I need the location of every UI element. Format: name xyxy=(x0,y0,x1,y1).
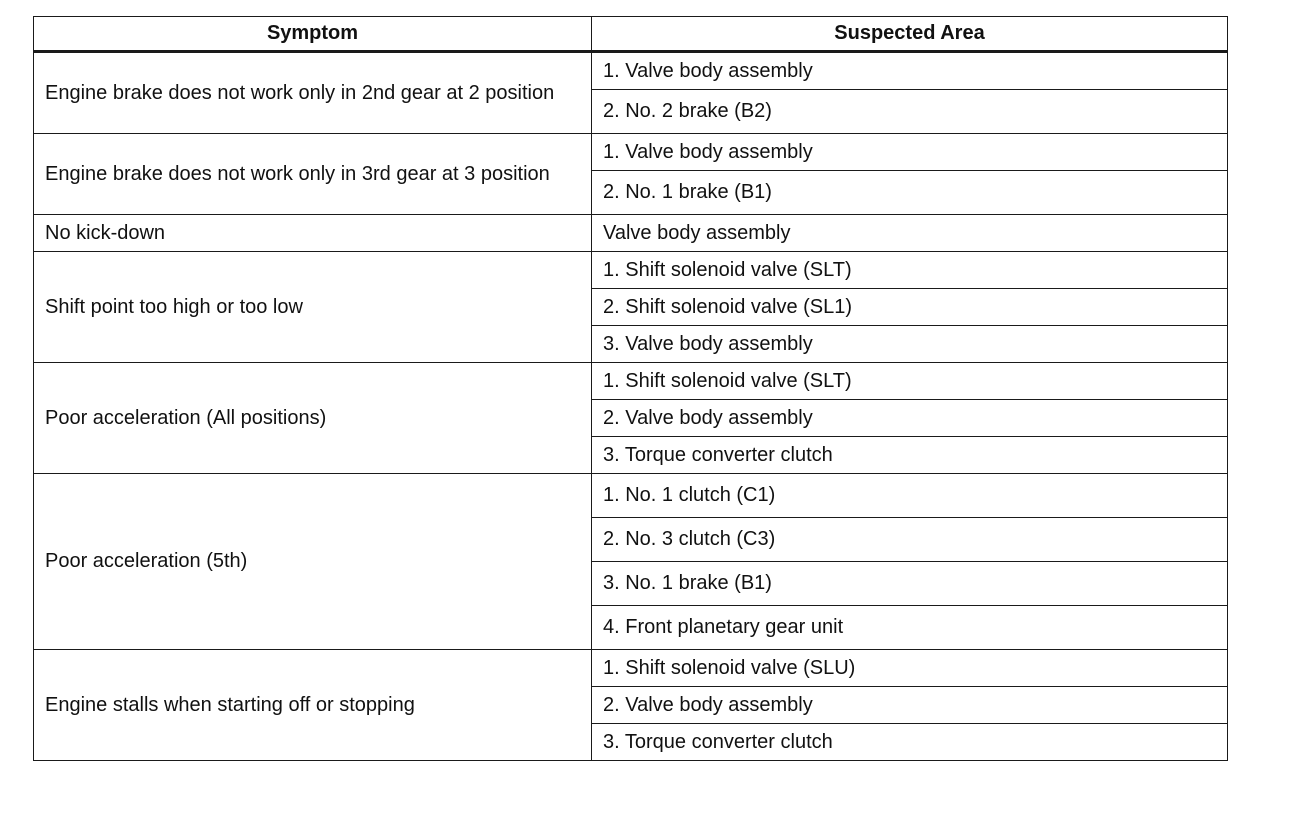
symptom-cell xyxy=(34,363,592,474)
suspected-area-text: 2. No. 3 clutch (C3) xyxy=(603,528,776,550)
suspected-area-cell xyxy=(592,518,1228,562)
header-symptom: Symptom xyxy=(34,17,592,52)
suspected-area-cell xyxy=(592,606,1228,650)
table-row xyxy=(34,215,1228,252)
suspected-area-text: 2. No. 1 brake (B1) xyxy=(603,181,772,203)
suspected-area-text: 1. Valve body assembly xyxy=(603,140,813,163)
symptom-text: Engine brake does not work only in 2nd gear at 2 position xyxy=(45,81,555,104)
suspected-area-text: 3. No. 1 brake (B1) xyxy=(603,572,772,594)
suspected-area-cell xyxy=(592,326,1228,363)
symptom-text: Shift point too high or too low xyxy=(45,295,303,318)
symptom-text: Engine stalls when starting off or stopping xyxy=(45,693,415,716)
suspected-area-text: 3. Valve body assembly xyxy=(603,332,813,355)
diagnostic-table xyxy=(33,16,1228,761)
suspected-area-cell xyxy=(592,437,1228,474)
symptom-text: Poor acceleration (All positions) xyxy=(45,406,327,429)
table-row xyxy=(34,52,1228,90)
suspected-area-cell xyxy=(592,134,1228,171)
suspected-area-cell xyxy=(592,289,1228,326)
suspected-area-text: Valve body assembly xyxy=(603,221,791,244)
header-suspected-area: Suspected Area xyxy=(592,17,1228,52)
symptom-cell xyxy=(34,650,592,761)
suspected-area-text: 2. No. 2 brake (B2) xyxy=(603,100,772,122)
symptom-cell xyxy=(34,52,592,134)
suspected-area-text: 2. Valve body assembly xyxy=(603,693,813,716)
suspected-area-text: 1. Shift solenoid valve (SLT) xyxy=(603,258,852,281)
suspected-area-cell xyxy=(592,171,1228,215)
symptom-cell xyxy=(34,215,592,252)
header-row xyxy=(34,17,1228,52)
suspected-area-cell xyxy=(592,650,1228,687)
symptom-text: Engine brake does not work only in 3rd gear at 3 position xyxy=(45,162,550,185)
suspected-area-cell xyxy=(592,363,1228,400)
suspected-area-text: 4. Front planetary gear unit xyxy=(603,616,844,638)
symptom-text: Poor acceleration (5th) xyxy=(45,550,248,572)
suspected-area-cell xyxy=(592,90,1228,134)
suspected-area-text: 1. Valve body assembly xyxy=(603,59,813,82)
suspected-area-cell xyxy=(592,252,1228,289)
suspected-area-text: 2. Shift solenoid valve (SL1) xyxy=(603,295,853,318)
suspected-area-text: 1. Shift solenoid valve (SLT) xyxy=(603,369,852,392)
suspected-area-cell xyxy=(592,215,1228,252)
suspected-area-cell xyxy=(592,562,1228,606)
suspected-area-cell xyxy=(592,724,1228,761)
symptom-cell xyxy=(34,134,592,215)
suspected-area-text: 3. Torque converter clutch xyxy=(603,443,833,466)
symptom-cell xyxy=(34,252,592,363)
suspected-area-cell xyxy=(592,400,1228,437)
suspected-area-text: 2. Valve body assembly xyxy=(603,406,813,429)
suspected-area-text: 3. Torque converter clutch xyxy=(603,730,833,753)
suspected-area-text: 1. No. 1 clutch (C1) xyxy=(603,484,776,506)
suspected-area-cell xyxy=(592,474,1228,518)
table-row xyxy=(34,474,1228,518)
table-row xyxy=(34,134,1228,171)
table-row xyxy=(34,252,1228,289)
symptom-cell xyxy=(34,474,592,650)
suspected-area-text: 1. Shift solenoid valve (SLU) xyxy=(603,656,856,679)
table-row xyxy=(34,363,1228,400)
suspected-area-cell xyxy=(592,687,1228,724)
symptom-text: No kick-down xyxy=(45,221,166,244)
suspected-area-cell xyxy=(592,52,1228,90)
table-row xyxy=(34,650,1228,687)
